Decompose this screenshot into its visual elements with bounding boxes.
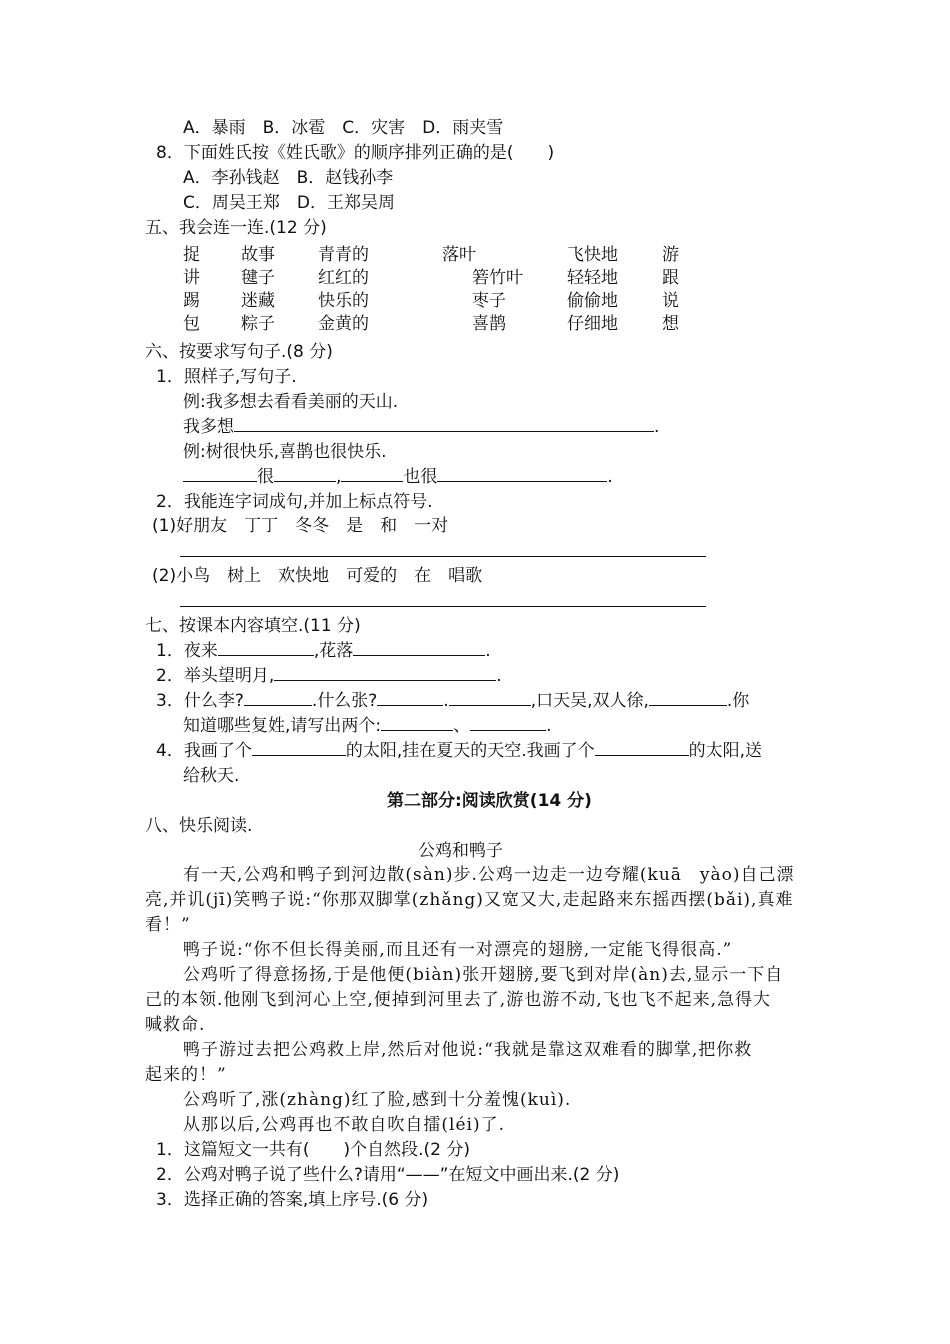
q3-blank-3[interactable] xyxy=(449,689,531,706)
section8-title: 八、快乐阅读. xyxy=(145,816,253,836)
match-col6-word: 游 xyxy=(662,245,679,265)
q8-options-cd: C．周吴王郑 D．王郑吴周 xyxy=(183,193,395,213)
q3-text-c: ,口天吴,双人徐, xyxy=(530,691,649,711)
answer1-blank[interactable] xyxy=(234,415,654,432)
section6-q1: 1．照样子,写句子. xyxy=(156,367,297,387)
story-p2: 鸭子说:“你不但长得美丽,而且还有一对漂亮的翅膀,一定能飞得很高.” xyxy=(183,940,733,960)
q8-stem: 8．下面姓氏按《姓氏歌》的顺序排列正确的是( ) xyxy=(156,143,555,163)
q3-text-d: .你 xyxy=(726,691,750,711)
story-p4-line2: 起来的！” xyxy=(145,1065,227,1085)
section8-q2: 2．公鸡对鸭子说了些什么?请用“——”在短文中画出来.(2 分) xyxy=(156,1165,620,1185)
section6-title: 六、按要求写句子.(8 分) xyxy=(145,342,333,362)
match-col2-word: 粽子 xyxy=(241,314,275,334)
part2-title: 第二部分:阅读欣赏(14 分) xyxy=(387,791,592,811)
answer1-period: . xyxy=(654,417,660,437)
match-col5-word: 偷偷地 xyxy=(567,291,618,311)
match-col5-word: 飞快地 xyxy=(567,245,618,265)
match-col3-word: 金黄的 xyxy=(318,314,369,334)
story-p4-line1: 鸭子游过去把公鸡救上岸,然后对他说:“我就是靠这双难看的脚掌,把你救 xyxy=(183,1040,753,1060)
answer2-blank-3[interactable] xyxy=(341,465,403,482)
q3-line2-period: . xyxy=(546,716,552,736)
q3-text-b: .什么张? xyxy=(311,691,378,711)
q1-blank-1[interactable] xyxy=(218,639,314,656)
section8-q3: 3．选择正确的答案,填上序号.(6 分) xyxy=(156,1190,429,1210)
section6-answer1 xyxy=(183,415,659,439)
section6-example2: 例:树很快乐,喜鹊也很快乐. xyxy=(183,442,387,462)
section6-answer2 xyxy=(183,465,613,489)
answer-line-q2-2[interactable] xyxy=(180,605,706,607)
match-col6-word: 跟 xyxy=(662,268,679,288)
section7-q2 xyxy=(156,664,502,688)
match-col1-word: 包 xyxy=(183,314,200,334)
answer2-yehen: 也很 xyxy=(403,467,438,487)
match-col6-word: 说 xyxy=(662,291,679,311)
q3-line2-text: 知道哪些复姓,请写出两个: xyxy=(183,716,382,736)
story-p1-line1: 有一天,公鸡和鸭子到河边散(sàn)步.公鸡一边走一边夸耀(kuā yào)自己漂 xyxy=(183,865,795,885)
section6-q2: 2．我能连字词成句,并加上标点符号. xyxy=(156,492,433,512)
q8-options-ab: A．李孙钱赵 B．赵钱孙李 xyxy=(183,168,394,188)
q3-text-a: 3．什么李? xyxy=(156,691,244,711)
match-col1-word: 讲 xyxy=(183,268,200,288)
q3-blank-6[interactable] xyxy=(470,714,546,731)
q4-blank-2[interactable] xyxy=(595,739,689,756)
q3-blank-1[interactable] xyxy=(244,689,312,706)
match-col3-word: 青青的 xyxy=(318,245,369,265)
story-p5: 公鸡听了,涨(zhàng)红了脸,感到十分羞愧(kuì). xyxy=(183,1090,572,1110)
q1-blank-2[interactable] xyxy=(353,639,485,656)
match-col2-word: 故事 xyxy=(241,245,275,265)
q2-text-a: 2．举头望明月, xyxy=(156,666,275,686)
section7-q4 xyxy=(156,739,762,763)
story-p1-line2: 亮,并讥(jī)笑鸭子说:“你那双脚掌(zhǎng)又宽又大,走起路来东摇西摆(bǎi),真难 xyxy=(145,890,794,910)
section6-q2-1: (1)好朋友 丁丁 冬冬 是 和 一对 xyxy=(152,516,449,536)
q2-blank[interactable] xyxy=(274,664,496,681)
answer2-hen: 很 xyxy=(257,467,274,487)
q7-options: A．暴雨 B．冰雹 C．灾害 D．雨夹雪 xyxy=(183,118,504,138)
match-col3-word: 红红的 xyxy=(318,268,369,288)
q4-text-a: 4．我画了个 xyxy=(156,741,252,761)
answer1-prefix: 我多想 xyxy=(183,417,234,437)
match-col5-word: 轻轻地 xyxy=(567,268,618,288)
answer-line-q2-1[interactable] xyxy=(180,555,706,557)
section7-q3 xyxy=(156,689,749,713)
section8-q1: 1．这篇短文一共有( )个自然段.(2 分) xyxy=(156,1140,470,1160)
q1-period: . xyxy=(485,641,491,661)
match-col1-word: 踢 xyxy=(183,291,200,311)
section7-title: 七、按课本内容填空.(11 分) xyxy=(145,616,361,636)
q3-blank-2[interactable] xyxy=(377,689,443,706)
answer2-comma: , xyxy=(336,467,342,487)
section7-q1 xyxy=(156,639,491,663)
story-p6: 从那以后,公鸡再也不敢自吹自擂(léi)了. xyxy=(183,1115,506,1135)
q3-blank-5[interactable] xyxy=(381,714,453,731)
match-col6-word: 想 xyxy=(662,314,679,334)
story-p3-line2: 己的本领.他刚飞到河心上空,便掉到河里去了,游也游不动,飞也飞不起来,急得大 xyxy=(145,990,772,1010)
section7-q4-line2: 给秋天. xyxy=(183,766,240,786)
q4-text-b: 的太阳,挂在夏天的天空.我画了个 xyxy=(345,741,595,761)
answer2-blank-1[interactable] xyxy=(183,465,257,482)
match-col4-word: 枣子 xyxy=(472,291,506,311)
section6-example1: 例:我多想去看看美丽的天山. xyxy=(183,392,399,412)
q3-period: . xyxy=(443,691,449,711)
q1-text-b: ,花落 xyxy=(313,641,354,661)
q2-period: . xyxy=(496,666,502,686)
section6-q2-2: (2)小鸟 树上 欢快地 可爱的 在 唱歌 xyxy=(152,566,483,586)
story-p1-line3: 看！” xyxy=(145,915,191,935)
match-col1-word: 捉 xyxy=(183,245,200,265)
section7-q3-line2 xyxy=(183,714,552,738)
story-p3-line1: 公鸡听了得意扬扬,于是他便(biàn)张开翅膀,要飞到对岸(àn)去,显示一下自 xyxy=(183,965,784,985)
q4-blank-1[interactable] xyxy=(252,739,346,756)
story-title: 公鸡和鸭子 xyxy=(418,841,503,861)
story-p3-line3: 喊救命. xyxy=(145,1015,206,1035)
q1-text-a: 1．夜来 xyxy=(156,641,218,661)
q3-dun: 、 xyxy=(453,716,471,736)
q4-text-c: 的太阳,送 xyxy=(688,741,763,761)
answer2-blank-2[interactable] xyxy=(274,465,336,482)
section5-title: 五、我会连一连.(12 分) xyxy=(145,218,327,238)
match-col4-word: 喜鹊 xyxy=(472,314,506,334)
answer2-blank-4[interactable] xyxy=(437,465,607,482)
match-col4-word: 箬竹叶 xyxy=(472,268,523,288)
match-col2-word: 毽子 xyxy=(241,268,275,288)
match-col3-word: 快乐的 xyxy=(318,291,369,311)
match-col4-word: 落叶 xyxy=(442,245,476,265)
match-col2-word: 迷藏 xyxy=(241,291,275,311)
answer2-period: . xyxy=(607,467,613,487)
match-col5-word: 仔细地 xyxy=(567,314,618,334)
q3-blank-4[interactable] xyxy=(649,689,727,706)
